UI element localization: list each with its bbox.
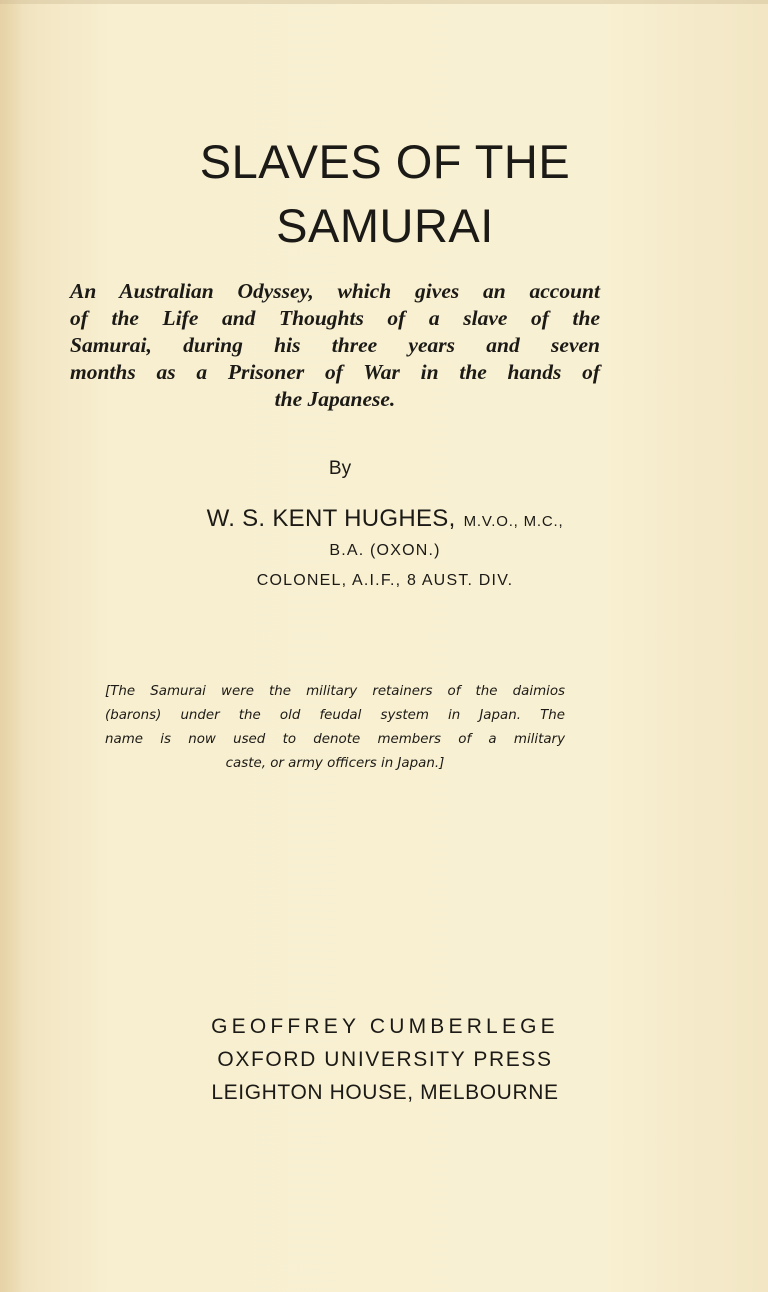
- author-credentials: M.V.O., M.C.,: [463, 513, 564, 530]
- book-title-line-1: SLAVES OF THE: [199, 135, 571, 188]
- note-line: (barons) under the old feudal system in Japan. The: [105, 708, 565, 723]
- by-label: By: [328, 458, 352, 479]
- subtitle-line: of the Life and Thoughts of a slave of the: [70, 306, 600, 330]
- subtitle-line: months as a Prisoner of War in the hands of: [70, 360, 600, 384]
- note-line: [The Samurai were the military retainers of the daimios: [105, 684, 565, 699]
- author-line: [60, 505, 710, 533]
- book-title: [60, 130, 710, 258]
- author-degree: B.A. (OXON.): [329, 542, 441, 559]
- book-title-line-2: SAMURAI: [276, 199, 494, 252]
- publisher-imprint: [60, 1010, 710, 1109]
- subtitle-line: An Australian Odyssey, which gives an account: [70, 279, 600, 303]
- note-line: name is now used to denote members of a military: [105, 732, 565, 747]
- page-top-edge: [0, 0, 768, 4]
- book-subtitle: [70, 278, 600, 413]
- note-line: caste, or army officers in Japan.]: [225, 756, 445, 771]
- author-rank: COLONEL, A.I.F., 8 AUST. DIV.: [256, 572, 514, 589]
- publisher-line-3: LEIGHTON HOUSE, MELBOURNE: [211, 1081, 559, 1104]
- subtitle-line: the Japanese.: [274, 387, 396, 411]
- publisher-line-2: OXFORD UNIVERSITY PRESS: [217, 1048, 553, 1071]
- publisher-line-1: GEOFFREY CUMBERLEGE: [211, 1015, 559, 1038]
- page-edge-shading: [0, 0, 22, 1292]
- author-name: W. S. KENT HUGHES,: [206, 505, 456, 532]
- samurai-note: [105, 680, 565, 776]
- subtitle-line: Samurai, during his three years and seven: [70, 333, 600, 357]
